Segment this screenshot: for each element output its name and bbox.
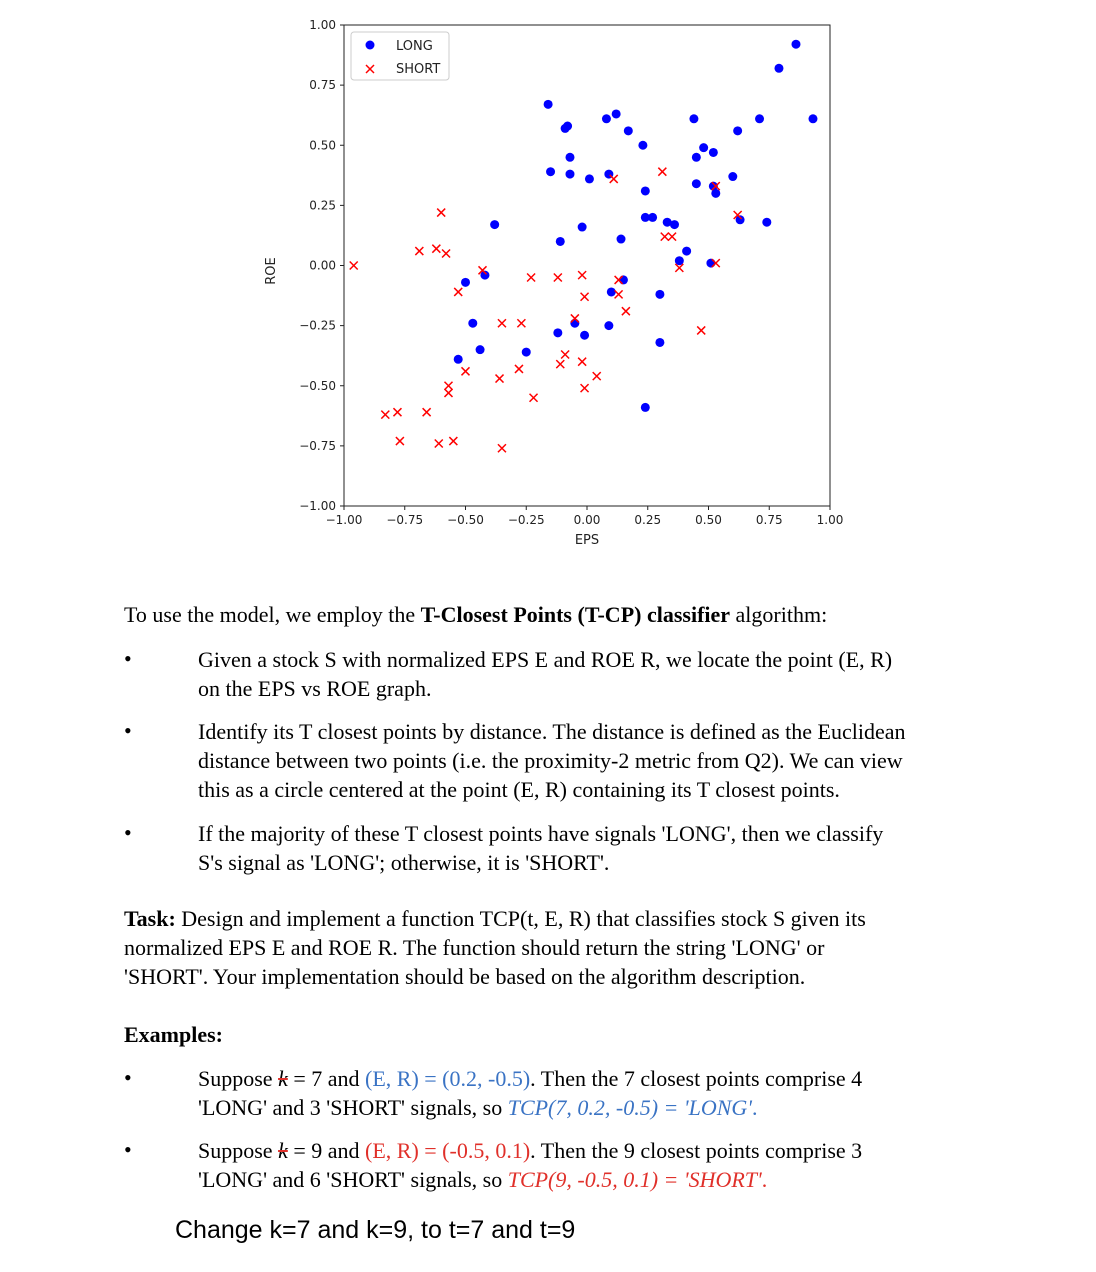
x-tick-label: −0.75 (386, 513, 424, 527)
bullet-marker: • (124, 1065, 132, 1090)
x-tick-label: 1.00 (816, 513, 844, 527)
x-axis-label: EPS (574, 533, 600, 548)
bullet-item-3: If the majority of these T closest points have signals 'LONG', then we classify S's signal as 'LONG'; otherwise, it is 'SHORT'. (198, 821, 884, 875)
legend-long-label: LONG (396, 39, 433, 54)
example-2-call: TCP(9, -0.5, 0.1) = 'SHORT' (507, 1167, 762, 1192)
y-tick-label: 0.50 (309, 138, 336, 153)
y-tick-label: 1.00 (309, 18, 336, 32)
k-symbol: k (278, 1066, 288, 1091)
x-tick-label: −0.50 (447, 513, 484, 527)
x-tick-label: 0.00 (573, 513, 601, 527)
y-tick-label: 0.00 (309, 258, 336, 273)
example-2: Suppose k = 9 and (E, R) = (-0.5, 0.1). Then the 9 closest points comprise 3 'LONG' and 6 'SHORT' signals, so TCP(9, -0.5, 0.1) = 'SHORT'. (198, 1138, 863, 1192)
x-tick-label: 0.25 (634, 513, 662, 527)
x-tick-label: 0.75 (755, 513, 783, 527)
examples-heading: Examples: (124, 1022, 223, 1047)
y-tick-label: −0.50 (299, 378, 336, 393)
example-1-input: (E, R) = (0.2, -0.5) (365, 1066, 531, 1091)
example-1: Suppose k = 7 and (E, R) = (0.2, -0.5). Then the 7 closest points comprise 4 'LONG' and 3 'SHORT' signals, so TCP(7, 0.2, -0.5) = 'LONG'. (198, 1066, 863, 1120)
k-symbol: k (278, 1138, 288, 1163)
bullet-item-2: Identify its T closest points by distance. The distance is defined as the Euclidean distance between two points (i.e. the proximity-2 metric from Q2). We can view this as a circle centered at the point (E, R) containing its T closest points. (198, 719, 906, 802)
y-tick-label: 0.25 (309, 198, 336, 213)
example-1-call: TCP(7, 0.2, -0.5) = 'LONG' (507, 1095, 752, 1120)
legend-short-label: SHORT (396, 62, 441, 77)
y-tick-label: −0.25 (299, 318, 336, 333)
x-tick-label: −0.25 (507, 513, 545, 527)
example-2-input: (E, R) = (-0.5, 0.1) (365, 1138, 531, 1163)
intro-bold: T-Closest Points (T-CP) classifier (420, 602, 731, 627)
bullet-marker: • (124, 1137, 132, 1162)
change-note: Change k=7 and k=9, to t=7 and t=9 (175, 1216, 576, 1244)
intro-paragraph: To use the model, we employ the T-Closest Points (T-CP) classifier algorithm: (124, 602, 828, 627)
x-tick-label: 0.50 (695, 513, 722, 527)
bullet-marker: • (124, 718, 132, 743)
task-label: Task: (124, 906, 176, 931)
x-tick-label: −1.00 (325, 513, 363, 527)
bullet-marker: • (124, 646, 132, 671)
y-tick-label: −1.00 (299, 499, 336, 513)
y-axis-label: ROE (264, 257, 279, 285)
bullet-marker: • (124, 820, 132, 845)
y-tick-label: 0.75 (309, 78, 336, 93)
y-tick-label: −0.75 (299, 438, 336, 453)
bullet-item-1: Given a stock S with normalized EPS E and ROE R, we locate the point (E, R) on the EPS vs ROE graph. (198, 647, 893, 701)
task-paragraph: Task: Design and implement a function TCP(t, E, R) that classifies stock S given its normalized EPS E and ROE R. The function should return the string 'LONG' or 'SHORT'. Your implementation should be based on the algorithm description. (124, 906, 866, 989)
